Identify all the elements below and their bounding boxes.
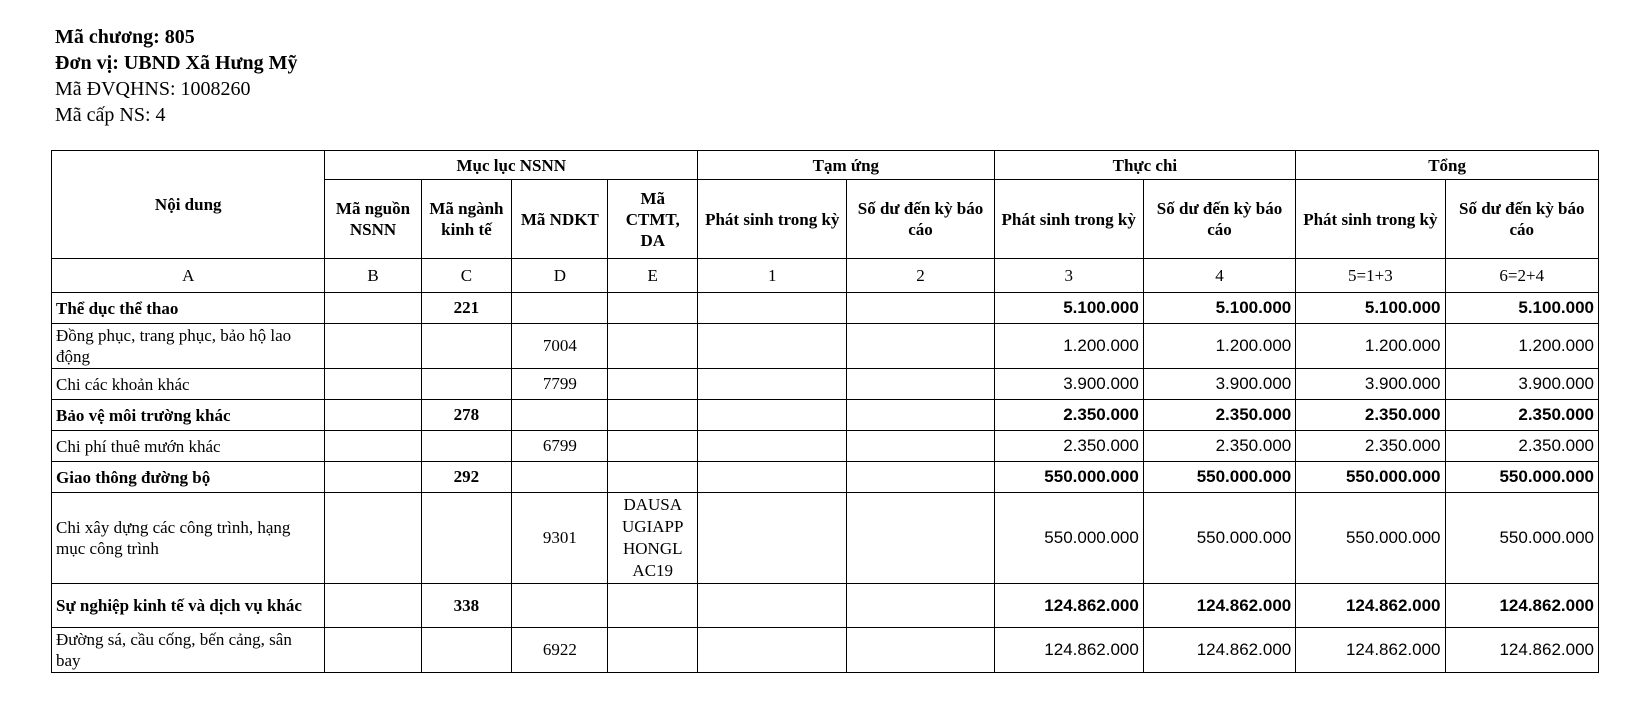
report-table [51, 150, 1599, 673]
tam-ung-phat-sinh-cell [698, 293, 847, 324]
tong-so-du-cell: 550.000.000 [1445, 493, 1599, 584]
tong-so-du-cell: 124.862.000 [1445, 584, 1599, 628]
header-tong: Tổng [1296, 151, 1599, 180]
tam-ung-so-du-cell [847, 400, 994, 431]
row-label: Chi các khoản khác [52, 369, 325, 400]
column-index: 6=2+4 [1445, 259, 1599, 293]
tam-ung-so-du-cell [847, 324, 994, 369]
ma-ctmt-cell [608, 369, 698, 400]
tong-so-du-cell: 3.900.000 [1445, 369, 1599, 400]
ma-nguon-cell [325, 369, 421, 400]
thuc-chi-phat-sinh-cell: 550.000.000 [994, 493, 1143, 584]
tam-ung-phat-sinh-cell [698, 493, 847, 584]
tam-ung-so-du-cell [847, 431, 994, 462]
column-index: E [608, 259, 698, 293]
column-index: 5=1+3 [1296, 259, 1445, 293]
row-label: Chi xây dựng các công trình, hạng mục công trình [52, 493, 325, 584]
ma-nganh-cell: 292 [421, 462, 512, 493]
tam-ung-so-du-cell [847, 462, 994, 493]
ma-ctmt-cell [608, 584, 698, 628]
header-tam-ung: Tạm ứng [698, 151, 994, 180]
tam-ung-so-du-cell [847, 369, 994, 400]
thuc-chi-phat-sinh-cell: 124.862.000 [994, 628, 1143, 673]
dvqhns-code: Mã ĐVQHNS: 1008260 [55, 78, 251, 100]
ma-ndkt-cell [512, 584, 608, 628]
header-thuc-chi: Thực chi [994, 151, 1296, 180]
tam-ung-phat-sinh-cell [698, 369, 847, 400]
tong-phat-sinh-cell: 550.000.000 [1296, 462, 1445, 493]
ma-nguon-cell [325, 293, 421, 324]
ma-nguon-cell [325, 431, 421, 462]
column-index: A [52, 259, 325, 293]
header-tam-ung-phat-sinh: Phát sinh trong kỳ [698, 180, 847, 259]
thuc-chi-phat-sinh-cell: 2.350.000 [994, 400, 1143, 431]
header-tam-ung-so-du: Số dư đến kỳ báo cáo [847, 180, 994, 259]
tong-so-du-cell: 124.862.000 [1445, 628, 1599, 673]
column-index: 1 [698, 259, 847, 293]
header-tong-phat-sinh: Phát sinh trong kỳ [1296, 180, 1445, 259]
tam-ung-phat-sinh-cell [698, 584, 847, 628]
header-ma-nganh: Mã ngành kinh tế [421, 180, 512, 259]
tong-phat-sinh-cell: 550.000.000 [1296, 493, 1445, 584]
ma-ctmt-cell [608, 493, 698, 584]
tong-phat-sinh-cell: 2.350.000 [1296, 431, 1445, 462]
thuc-chi-phat-sinh-cell: 1.200.000 [994, 324, 1143, 369]
column-index: 2 [847, 259, 994, 293]
ma-ndkt-cell [512, 462, 608, 493]
ma-nganh-cell [421, 628, 512, 673]
thuc-chi-phat-sinh-cell: 5.100.000 [994, 293, 1143, 324]
ma-nguon-cell [325, 324, 421, 369]
tam-ung-phat-sinh-cell [698, 431, 847, 462]
row-label: Chi phí thuê mướn khác [52, 431, 325, 462]
thuc-chi-so-du-cell: 3.900.000 [1143, 369, 1295, 400]
tong-so-du-cell: 1.200.000 [1445, 324, 1599, 369]
unit-name: Đơn vị: UBND Xã Hưng Mỹ [55, 52, 298, 74]
ma-nganh-cell: 338 [421, 584, 512, 628]
table-row [52, 462, 1599, 493]
thuc-chi-so-du-cell: 550.000.000 [1143, 493, 1295, 584]
tam-ung-so-du-cell [847, 628, 994, 673]
ma-ctmt-line: HONGL [622, 539, 683, 558]
ma-ctmt-line: DAUSA [623, 495, 683, 514]
ma-nguon-cell [325, 493, 421, 584]
ma-ctmt-line: UGIAPP [622, 517, 684, 536]
tong-so-du-cell: 550.000.000 [1445, 462, 1599, 493]
thuc-chi-so-du-cell: 550.000.000 [1143, 462, 1295, 493]
table-row [52, 293, 1599, 324]
ma-nguon-cell [325, 400, 421, 431]
header-thuc-chi-so-du: Số dư đến kỳ báo cáo [1143, 180, 1295, 259]
thuc-chi-phat-sinh-cell: 550.000.000 [994, 462, 1143, 493]
column-index: C [421, 259, 512, 293]
ma-ndkt-cell: 7799 [512, 369, 608, 400]
ma-ctmt-cell [608, 431, 698, 462]
row-label: Giao thông đường bộ [52, 462, 325, 493]
ma-ndkt-cell [512, 293, 608, 324]
tam-ung-so-du-cell [847, 493, 994, 584]
header-ma-ctmt: Mã CTMT, DA [608, 180, 698, 259]
table-row [52, 324, 1599, 369]
thuc-chi-so-du-cell: 2.350.000 [1143, 431, 1295, 462]
table-row [52, 584, 1599, 628]
chapter-code: Mã chương: 805 [55, 26, 195, 48]
ma-nguon-cell [325, 584, 421, 628]
report-header [55, 24, 298, 128]
header-noi-dung: Nội dung [52, 151, 325, 259]
ma-ctmt-cell [608, 400, 698, 431]
ma-nganh-cell [421, 431, 512, 462]
thuc-chi-so-du-cell: 2.350.000 [1143, 400, 1295, 431]
header-muc-luc-nsnn: Mục lục NSNN [325, 151, 698, 180]
ma-ndkt-cell: 9301 [512, 493, 608, 584]
table-row [52, 493, 1599, 584]
table-row [52, 369, 1599, 400]
thuc-chi-so-du-cell: 124.862.000 [1143, 584, 1295, 628]
column-index: 3 [994, 259, 1143, 293]
tam-ung-so-du-cell [847, 584, 994, 628]
ma-nganh-cell [421, 369, 512, 400]
column-index-row [52, 259, 1599, 293]
ma-nganh-cell: 221 [421, 293, 512, 324]
tam-ung-phat-sinh-cell [698, 324, 847, 369]
table-row [52, 628, 1599, 673]
ma-ndkt-cell: 6922 [512, 628, 608, 673]
tong-so-du-cell: 2.350.000 [1445, 431, 1599, 462]
column-index: D [512, 259, 608, 293]
tong-phat-sinh-cell: 5.100.000 [1296, 293, 1445, 324]
ma-ndkt-cell: 6799 [512, 431, 608, 462]
ma-nguon-cell [325, 628, 421, 673]
tam-ung-phat-sinh-cell [698, 400, 847, 431]
ma-nganh-cell: 278 [421, 400, 512, 431]
row-label: Đồng phục, trang phục, bảo hộ lao động [52, 324, 325, 369]
table-row [52, 400, 1599, 431]
row-label: Đường sá, cầu cống, bến cảng, sân bay [52, 628, 325, 673]
column-index: B [325, 259, 421, 293]
thuc-chi-so-du-cell: 5.100.000 [1143, 293, 1295, 324]
tong-phat-sinh-cell: 124.862.000 [1296, 628, 1445, 673]
header-ma-nguon: Mã nguồn NSNN [325, 180, 421, 259]
tong-so-du-cell: 5.100.000 [1445, 293, 1599, 324]
column-index: 4 [1143, 259, 1295, 293]
tam-ung-so-du-cell [847, 293, 994, 324]
budget-level: Mã cấp NS: 4 [55, 104, 166, 126]
thuc-chi-phat-sinh-cell: 2.350.000 [994, 431, 1143, 462]
header-tong-so-du: Số dư đến kỳ báo cáo [1445, 180, 1599, 259]
table-row [52, 431, 1599, 462]
row-label: Bảo vệ môi trường khác [52, 400, 325, 431]
ma-nganh-cell [421, 324, 512, 369]
row-label: Thể dục thể thao [52, 293, 325, 324]
ma-ndkt-cell: 7004 [512, 324, 608, 369]
ma-ndkt-cell [512, 400, 608, 431]
ma-ctmt-cell [608, 628, 698, 673]
row-label: Sự nghiệp kinh tế và dịch vụ khác [52, 584, 325, 628]
tong-phat-sinh-cell: 2.350.000 [1296, 400, 1445, 431]
thuc-chi-phat-sinh-cell: 3.900.000 [994, 369, 1143, 400]
tong-phat-sinh-cell: 124.862.000 [1296, 584, 1445, 628]
tong-phat-sinh-cell: 3.900.000 [1296, 369, 1445, 400]
thuc-chi-so-du-cell: 1.200.000 [1143, 324, 1295, 369]
header-ma-ndkt: Mã NDKT [512, 180, 608, 259]
ma-ctmt-cell [608, 462, 698, 493]
tong-phat-sinh-cell: 1.200.000 [1296, 324, 1445, 369]
ma-ctmt-line: AC19 [632, 561, 674, 580]
tam-ung-phat-sinh-cell [698, 462, 847, 493]
thuc-chi-so-du-cell: 124.862.000 [1143, 628, 1295, 673]
ma-nguon-cell [325, 462, 421, 493]
tam-ung-phat-sinh-cell [698, 628, 847, 673]
thuc-chi-phat-sinh-cell: 124.862.000 [994, 584, 1143, 628]
header-thuc-chi-phat-sinh: Phát sinh trong kỳ [994, 180, 1143, 259]
tong-so-du-cell: 2.350.000 [1445, 400, 1599, 431]
ma-ctmt-cell [608, 324, 698, 369]
ma-nganh-cell [421, 493, 512, 584]
ma-ctmt-cell [608, 293, 698, 324]
